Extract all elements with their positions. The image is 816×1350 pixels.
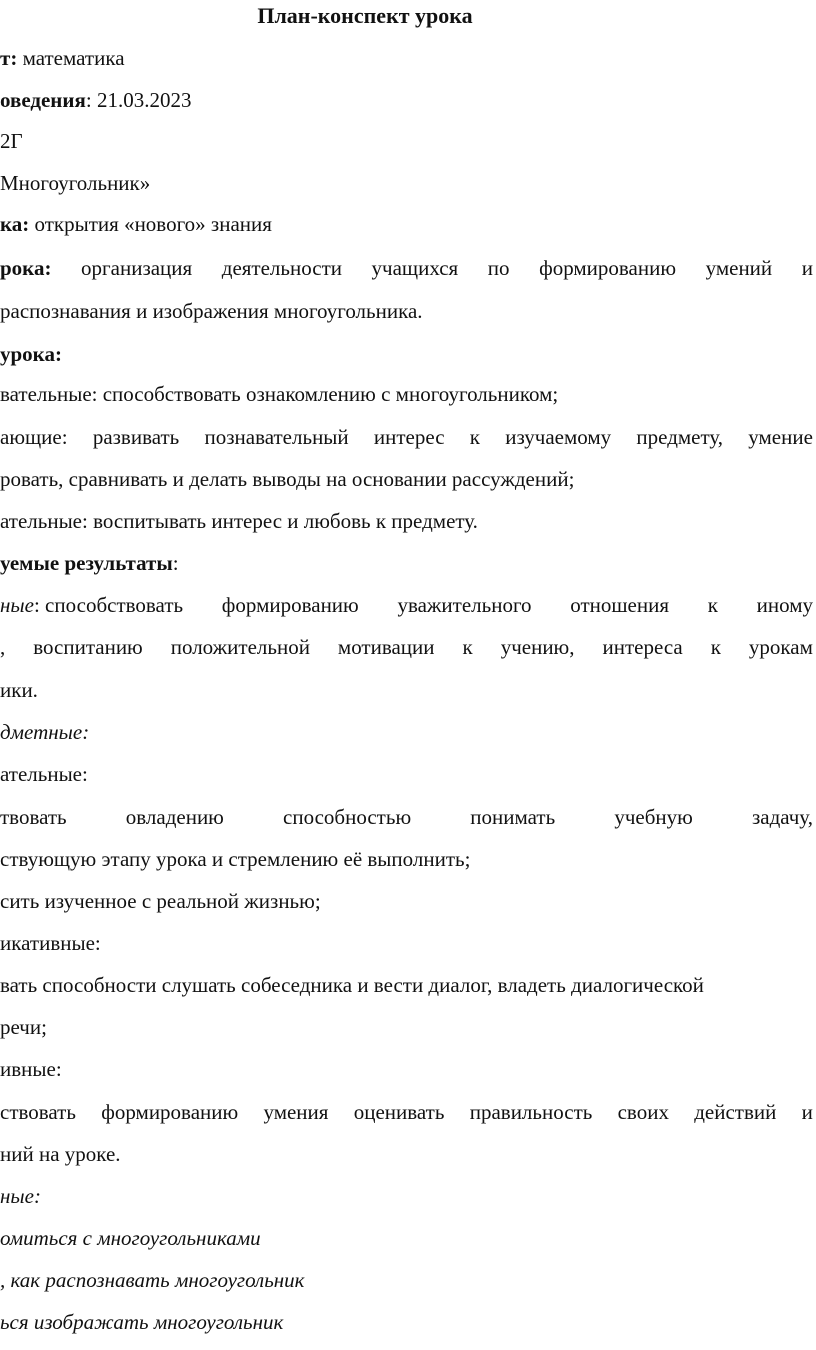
personal-word: к: [462, 635, 473, 659]
cognitive-word: задачу,: [751, 805, 813, 829]
results-heading: [0, 549, 179, 577]
regulative-word: действий: [694, 1100, 777, 1124]
personal-word: формированию: [221, 593, 359, 617]
cognitive-line-2: сить изученное с реальной жизнью;: [0, 889, 321, 913]
personal-results-line: [0, 591, 813, 619]
personal-word: положительной: [170, 635, 310, 659]
personal-results-line-3: ики.: [0, 678, 38, 702]
personal-word: отношения: [570, 593, 670, 617]
cognitive-word: овладению: [125, 805, 224, 829]
communicative-label: икативные:: [0, 931, 101, 955]
personal-word: интереса: [602, 635, 683, 659]
cognitive-line-1-continuation: ствующую этапу урока и стремлению её выполнить;: [0, 847, 471, 871]
goal-word: по: [487, 256, 510, 280]
goal-label: рока:: [0, 256, 52, 280]
lesson-type-label: ка:: [0, 212, 30, 236]
personal-word: к: [710, 635, 721, 659]
cognitive-word: учебную: [614, 805, 693, 829]
personal-word: уважительного: [397, 593, 532, 617]
results-label: уемые результаты: [0, 551, 173, 575]
personal-word: иному: [756, 593, 813, 617]
personal-results-line-2: [0, 633, 813, 661]
task-word: познавательный: [204, 425, 349, 449]
class-value: 2Г: [0, 129, 23, 153]
regulative-word: ствовать: [0, 1100, 76, 1124]
task-word: развивать: [92, 425, 180, 449]
subject-results-label: ные:: [0, 1184, 41, 1208]
goal-continuation: распознавания и изображения многоугольника.: [0, 299, 423, 323]
goal-word: формированию: [539, 256, 677, 280]
cognitive-line-1: [0, 803, 813, 831]
subject-result-3: ься изображать многоугольник: [0, 1310, 284, 1334]
regulative-line-1-continuation: ний на уроке.: [0, 1142, 121, 1166]
regulative-word: и: [801, 1100, 813, 1124]
cognitive-word: способностью: [283, 805, 412, 829]
personal-first: [0, 591, 183, 619]
communicative-line-1-continuation: речи;: [0, 1015, 47, 1039]
personal-word: воспитанию: [33, 635, 143, 659]
subject-result-1: омиться с многоугольниками: [0, 1226, 261, 1250]
subject-label: т:: [0, 46, 18, 70]
goal-word: умений: [705, 256, 773, 280]
task-developing-continuation: ровать, сравнивать и делать выводы на основании рассуждений;: [0, 467, 575, 491]
regulative-line-1: [0, 1098, 813, 1126]
page-title: План-конспект урока: [257, 3, 473, 28]
subject-result-2: , как распознавать многоугольник: [0, 1268, 305, 1292]
communicative-line-1: вать способности слушать собеседника и вести диалог, владеть диалогической: [0, 973, 704, 997]
subject-line: [0, 44, 125, 72]
personal-word: ,: [0, 635, 6, 659]
personal-word: : способствовать: [33, 593, 184, 617]
results-colon: :: [172, 551, 179, 575]
regulative-word: оценивать: [353, 1100, 445, 1124]
goal-word: деятельности: [221, 256, 342, 280]
goal-word: учащихся: [371, 256, 459, 280]
personal-word: урокам: [748, 635, 813, 659]
tasks-label: урока:: [0, 342, 62, 366]
meta-results-label: дметные:: [0, 720, 90, 744]
regulative-label: ивные:: [0, 1057, 62, 1081]
personal-word: мотивации: [337, 635, 435, 659]
cognitive-word: твовать: [0, 805, 67, 829]
task-word: к: [469, 425, 480, 449]
cognitive-word: понимать: [470, 805, 556, 829]
regulative-word: формированию: [101, 1100, 239, 1124]
topic-line: [0, 169, 150, 197]
topic-value: Многоугольник»: [0, 171, 151, 195]
goal-word: и: [801, 256, 813, 280]
class-line: [0, 127, 23, 155]
regulative-word: правильность: [469, 1100, 593, 1124]
personal-word: к: [707, 593, 718, 617]
date-line: [0, 86, 191, 114]
cognitive-label: ательные:: [0, 762, 88, 786]
lesson-type-value: открытия «нового» знания: [29, 212, 272, 236]
personal-label: ные: [0, 593, 34, 617]
subject-value: математика: [17, 46, 125, 70]
task-word: предмету,: [636, 425, 724, 449]
regulative-word: умения: [263, 1100, 329, 1124]
task-word: изучаемому: [505, 425, 612, 449]
date-value: : 21.03.2023: [85, 88, 192, 112]
task-educational: вательные: способствовать ознакомлению с многоугольником;: [0, 382, 559, 406]
goal-word: организация: [81, 256, 193, 280]
task-upbringing: ательные: воспитывать интерес и любовь к предмету.: [0, 509, 478, 533]
task-word: ающие:: [0, 425, 68, 449]
lesson-type-line: [0, 210, 272, 238]
task-word: интерес: [373, 425, 445, 449]
date-label: оведения: [0, 88, 86, 112]
personal-word: учению,: [500, 635, 575, 659]
goal-line: [0, 254, 813, 282]
regulative-word: своих: [617, 1100, 669, 1124]
task-word: умение: [748, 425, 813, 449]
task-developing: [0, 423, 813, 451]
